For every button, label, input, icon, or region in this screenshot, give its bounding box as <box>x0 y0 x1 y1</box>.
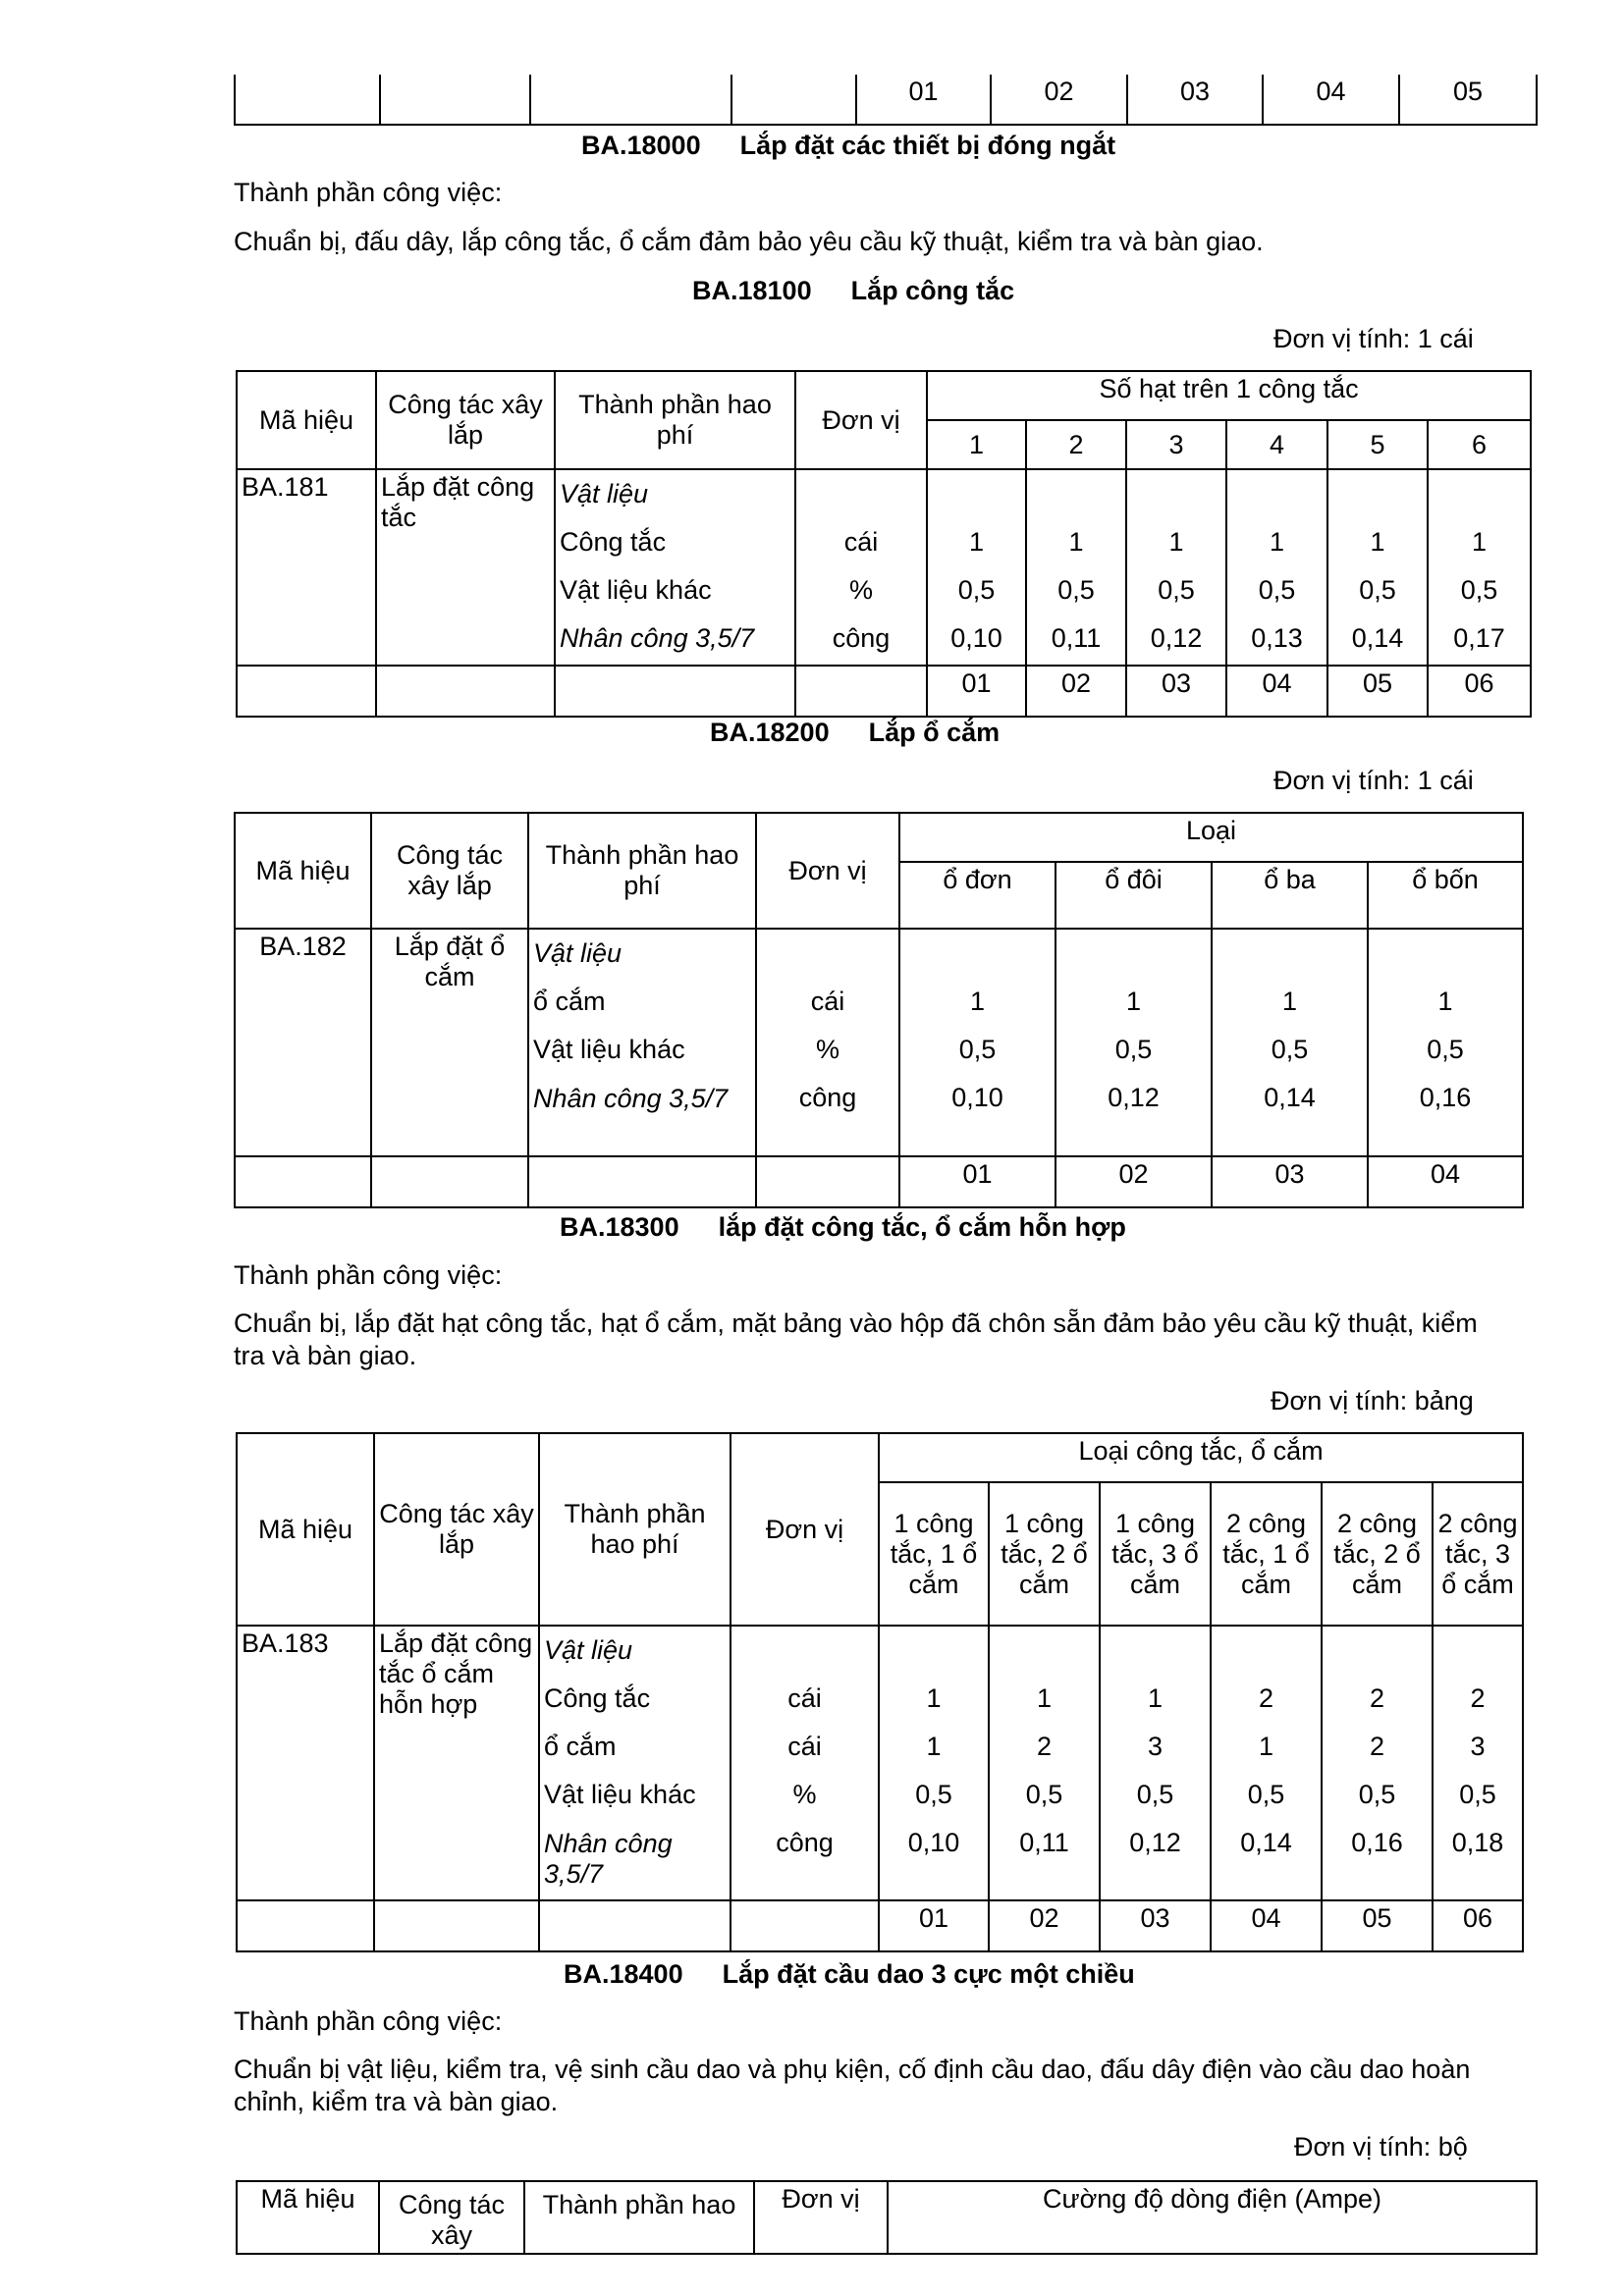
col-code: 06 <box>1428 666 1531 717</box>
item-unit: cái <box>810 987 845 1016</box>
value-column <box>927 469 1026 666</box>
header-col: 2 công tắc, 1 ổ cắm <box>1211 1482 1322 1626</box>
value: 0,5 <box>1271 1035 1309 1064</box>
item-name: Vật liệu <box>544 1635 633 1665</box>
code-row-blank <box>237 1900 374 1951</box>
value: 2 <box>1369 1683 1385 1713</box>
value-column <box>1368 929 1523 1156</box>
value-column <box>879 1626 989 1900</box>
value: 0,11 <box>1019 1828 1069 1857</box>
value <box>1231 470 1323 518</box>
item-units <box>756 929 899 1156</box>
header-ma-hieu: Mã hiệu <box>237 2181 379 2254</box>
value: 1 <box>1269 527 1285 557</box>
header-col: 1 công tắc, 3 ổ cắm <box>1100 1482 1211 1626</box>
top-code: 05 <box>1399 75 1537 125</box>
item-name: Nhân công 3,5/7 <box>533 1084 729 1113</box>
top-cell-blank <box>731 75 856 125</box>
value: 0,14 <box>1351 623 1404 653</box>
value: 2 <box>1036 1732 1053 1761</box>
section-heading-ba18400 <box>564 1959 1135 1990</box>
value: 0,14 <box>1240 1828 1292 1857</box>
work-description: Chuẩn bị vật liệu, kiểm tra, vệ sinh cầu dao và phụ kiện, cố định cầu dao, đấu dây điện vào cầu dao hoàn chỉnh, kiểm tra và bàn giao. <box>234 2055 1471 2116</box>
value: 0,5 <box>1247 1780 1285 1809</box>
code-row-blank <box>731 1900 879 1951</box>
section-title: Lắp ổ cắm <box>868 718 1001 747</box>
value: 0,11 <box>1051 623 1102 653</box>
top-code: 02 <box>991 75 1127 125</box>
value: 1 <box>1147 1683 1164 1713</box>
col-code: 02 <box>1056 1156 1212 1207</box>
top-cell-blank <box>380 75 530 125</box>
col-code: 05 <box>1327 666 1428 717</box>
row-work: Lắp đặt công tắc <box>376 469 555 666</box>
table-ba18400 <box>236 2180 1538 2255</box>
header-col: 4 <box>1226 420 1327 469</box>
value: 1 <box>1036 1683 1053 1713</box>
value: 0,10 <box>907 1828 960 1857</box>
value-column <box>1428 469 1531 666</box>
code-row-blank <box>371 1156 528 1207</box>
section-heading-ba18300 <box>560 1212 1126 1243</box>
header-don-vi: Đơn vị <box>754 2181 888 2254</box>
value-column <box>1433 1626 1523 1900</box>
item-unit: % <box>792 1780 817 1809</box>
work-label: Thành phần công việc: <box>234 2006 503 2036</box>
header-cong-tac: Công tác xây lắp <box>374 1433 539 1626</box>
value <box>1433 470 1526 518</box>
top-code: 04 <box>1263 75 1399 125</box>
header-group: Loại <box>899 813 1523 862</box>
value: 0,16 <box>1419 1083 1472 1112</box>
row-code: BA.182 <box>235 929 371 1156</box>
section-title: Lắp đặt cầu dao 3 cực một chiều <box>722 1959 1135 1989</box>
header-col: 6 <box>1428 420 1531 469</box>
value: 1 <box>1437 987 1453 1016</box>
value: 2 <box>1258 1683 1274 1713</box>
value: 0,10 <box>950 623 1002 653</box>
value-column <box>989 1626 1100 1900</box>
value: 0,5 <box>1358 1780 1396 1809</box>
section-code: BA.18200 <box>710 718 830 747</box>
value-column <box>1100 1626 1211 1900</box>
value: 1 <box>1125 987 1142 1016</box>
value: 0,16 <box>1351 1828 1403 1857</box>
item-names <box>528 929 756 1156</box>
value: 0,17 <box>1453 623 1505 653</box>
top-cell-blank <box>235 75 380 125</box>
value <box>1216 1627 1317 1675</box>
value: 0,5 <box>1459 1780 1496 1809</box>
value: 1 <box>926 1732 942 1761</box>
item-names <box>555 469 795 666</box>
value: 0,12 <box>1129 1828 1181 1857</box>
value: 1 <box>1472 527 1488 557</box>
col-code: 01 <box>927 666 1026 717</box>
header-thanh-phan: Thành phần hao phí <box>528 813 756 929</box>
item-unit: công <box>832 623 891 653</box>
code-row-blank <box>528 1156 756 1207</box>
top-code-table <box>234 75 1538 126</box>
section-title: Lắp công tắc <box>850 276 1015 305</box>
header-col: 1 công tắc, 1 ổ cắm <box>879 1482 989 1626</box>
value <box>1131 470 1221 518</box>
item-unit <box>735 1627 874 1675</box>
value: 0,5 <box>1158 575 1195 605</box>
value: 0,10 <box>951 1083 1003 1112</box>
work-description: Chuẩn bị, lắp đặt hạt công tắc, hạt ổ cắm, mặt bảng vào hộp đã chôn sẵn đảm bảo yêu cầu kỹ thuật, kiểm tra và bàn giao. <box>234 1308 1478 1370</box>
unit-label: Đơn vị tính: bảng <box>1271 1386 1474 1415</box>
item-units <box>731 1626 879 1900</box>
unit-label: Đơn vị tính: bộ <box>1294 2132 1468 2162</box>
section-code: BA.18100 <box>692 276 812 305</box>
item-names <box>539 1626 731 1900</box>
col-code: 03 <box>1212 1156 1368 1207</box>
section-code: BA.18400 <box>564 1959 683 1989</box>
item-unit: cái <box>843 527 879 557</box>
top-code: 03 <box>1127 75 1263 125</box>
value-column <box>1056 929 1212 1156</box>
work-description: Chuẩn bị, đấu dây, lắp công tắc, ổ cắm đảm bảo yêu cầu kỹ thuật, kiểm tra và bàn giao. <box>234 227 1264 256</box>
value <box>904 930 1051 978</box>
value-column <box>899 929 1056 1156</box>
value: 3 <box>1147 1732 1164 1761</box>
value: 0,5 <box>1460 575 1498 605</box>
value: 1 <box>968 527 985 557</box>
section-heading-ba18200 <box>710 718 1000 748</box>
value <box>994 1627 1095 1675</box>
item-name: Vật liệu <box>560 479 649 508</box>
value: 3 <box>1470 1732 1486 1761</box>
value-column <box>1327 469 1428 666</box>
header-don-vi: Đơn vị <box>795 371 927 469</box>
header-col: ổ ba <box>1212 862 1368 929</box>
value <box>1105 1627 1206 1675</box>
value-column <box>1322 1626 1433 1900</box>
value: 0,5 <box>957 575 996 605</box>
col-code: 06 <box>1433 1900 1523 1951</box>
item-name: Công tắc <box>544 1683 651 1713</box>
value: 0,5 <box>1427 1035 1464 1064</box>
value: 2 <box>1369 1732 1385 1761</box>
row-work: Lắp đặt công tắc ổ cắm hỗn hợp <box>374 1626 539 1900</box>
item-unit: cái <box>787 1683 822 1713</box>
item-unit <box>800 470 922 518</box>
header-col: 5 <box>1327 420 1428 469</box>
value-column <box>1026 469 1126 666</box>
code-row-blank <box>539 1900 731 1951</box>
header-don-vi: Đơn vị <box>731 1433 879 1626</box>
unit-label: Đơn vị tính: 1 cái <box>1273 324 1474 353</box>
section-heading-ba18000 <box>581 131 1115 161</box>
section-title: lắp đặt công tắc, ổ cắm hỗn hợp <box>718 1212 1126 1242</box>
header-col: ổ đơn <box>899 862 1056 929</box>
work-label: Thành phần công việc: <box>234 178 503 207</box>
value: 0,5 <box>1114 1035 1153 1064</box>
header-col: 1 công tắc, 2 ổ cắm <box>989 1482 1100 1626</box>
col-code: 01 <box>879 1900 989 1951</box>
code-row-blank <box>756 1156 899 1207</box>
value: 1 <box>1168 527 1184 557</box>
header-cong-tac: Công tác xây lắp <box>376 371 555 469</box>
item-units <box>795 469 927 666</box>
value: 0,12 <box>1108 1083 1160 1112</box>
header-ma-hieu: Mã hiệu <box>235 813 371 929</box>
code-row-blank <box>795 666 927 717</box>
col-code: 01 <box>899 1156 1056 1207</box>
value-column <box>1212 929 1368 1156</box>
value <box>1031 470 1121 518</box>
top-cell-blank <box>530 75 731 125</box>
section-title: Lắp đặt các thiết bị đóng ngắt <box>739 131 1116 160</box>
header-col: 2 <box>1026 420 1126 469</box>
item-name: ổ cắm <box>533 987 606 1016</box>
work-label: Thành phần công việc: <box>234 1260 503 1290</box>
header-group: Loại công tắc, ổ cắm <box>879 1433 1523 1482</box>
item-unit: công <box>776 1828 834 1857</box>
table-ba18200 <box>234 812 1524 1208</box>
col-code: 05 <box>1322 1900 1433 1951</box>
code-row-blank <box>235 1156 371 1207</box>
item-unit: cái <box>787 1732 822 1761</box>
code-row-blank <box>555 666 795 717</box>
item-name: Vật liệu khác <box>560 575 712 605</box>
value: 0,5 <box>1258 575 1296 605</box>
value <box>1373 930 1518 978</box>
table-ba18300 <box>236 1432 1524 1952</box>
section-heading-ba18100 <box>692 276 1014 306</box>
value: 2 <box>1470 1683 1486 1713</box>
table-ba18100 <box>236 370 1532 718</box>
code-row-blank <box>374 1900 539 1951</box>
value: 0,5 <box>1057 575 1095 605</box>
value <box>1332 470 1423 518</box>
header-thanh-phan: Thành phần hao phí <box>539 1433 731 1626</box>
value: 0,18 <box>1451 1828 1504 1857</box>
item-name: ổ cắm <box>544 1732 617 1761</box>
item-name: Vật liệu khác <box>533 1035 685 1064</box>
value: 1 <box>1068 527 1084 557</box>
header-cong-tac: Công tác xây <box>379 2181 524 2254</box>
value: 1 <box>1281 987 1298 1016</box>
item-unit: % <box>815 1035 839 1064</box>
col-code: 03 <box>1100 1900 1211 1951</box>
row-work: Lắp đặt ổ cắm <box>371 929 528 1156</box>
value: 1 <box>926 1683 942 1713</box>
code-row-blank <box>237 666 376 717</box>
col-code: 02 <box>989 1900 1100 1951</box>
col-code: 04 <box>1368 1156 1523 1207</box>
header-col: 2 công tắc, 3 ổ cắm <box>1433 1482 1523 1626</box>
value: 0,13 <box>1251 623 1303 653</box>
item-name: Nhân công 3,5/7 <box>560 623 755 653</box>
value: 0,14 <box>1264 1083 1316 1112</box>
value: 0,5 <box>1025 1780 1063 1809</box>
unit-label: Đơn vị tính: 1 cái <box>1273 766 1474 795</box>
item-name: Nhân công 3,5/7 <box>544 1829 673 1889</box>
value-column <box>1126 469 1226 666</box>
col-code: 04 <box>1211 1900 1322 1951</box>
header-col: 1 <box>927 420 1026 469</box>
item-name: Vật liệu khác <box>544 1780 696 1809</box>
header-col: ổ bốn <box>1368 862 1523 929</box>
code-row-blank <box>376 666 555 717</box>
value: 0,5 <box>915 1780 952 1809</box>
header-ma-hieu: Mã hiệu <box>237 371 376 469</box>
item-name: Vật liệu <box>533 938 623 968</box>
section-code: BA.18300 <box>560 1212 679 1242</box>
value: 0,12 <box>1150 623 1203 653</box>
header-col: ổ đôi <box>1056 862 1212 929</box>
value <box>1326 1627 1428 1675</box>
col-code: 04 <box>1226 666 1327 717</box>
value: 1 <box>969 987 986 1016</box>
value-column <box>1211 1626 1322 1900</box>
value: 0,5 <box>1359 575 1396 605</box>
header-thanh-phan: Thành phần hao <box>524 2181 754 2254</box>
value: 0,5 <box>958 1035 997 1064</box>
section-code: BA.18000 <box>581 131 701 160</box>
header-cong-tac: Công tác xây lắp <box>371 813 528 929</box>
header-col: 3 <box>1126 420 1226 469</box>
header-don-vi: Đơn vị <box>756 813 899 929</box>
row-code: BA.181 <box>237 469 376 666</box>
item-name: Công tắc <box>560 527 667 557</box>
item-unit <box>761 930 894 978</box>
header-group: Số hạt trên 1 công tắc <box>927 371 1531 420</box>
header-ma-hieu: Mã hiệu <box>237 1433 374 1626</box>
value-column <box>1226 469 1327 666</box>
value: 1 <box>1370 527 1385 557</box>
item-unit: % <box>848 575 873 605</box>
value: 0,5 <box>1136 1780 1174 1809</box>
value: 1 <box>1258 1732 1274 1761</box>
item-unit: công <box>798 1083 857 1112</box>
header-group: Cường độ dòng điện (Ampe) <box>888 2181 1537 2254</box>
header-col: 2 công tắc, 2 ổ cắm <box>1322 1482 1433 1626</box>
value <box>1060 930 1207 978</box>
col-code: 03 <box>1126 666 1226 717</box>
value <box>1437 1627 1518 1675</box>
header-thanh-phan: Thành phần hao phí <box>555 371 795 469</box>
value <box>932 470 1021 518</box>
value <box>884 1627 984 1675</box>
col-code: 02 <box>1026 666 1126 717</box>
top-code: 01 <box>856 75 991 125</box>
value <box>1217 930 1363 978</box>
row-code: BA.183 <box>237 1626 374 1900</box>
